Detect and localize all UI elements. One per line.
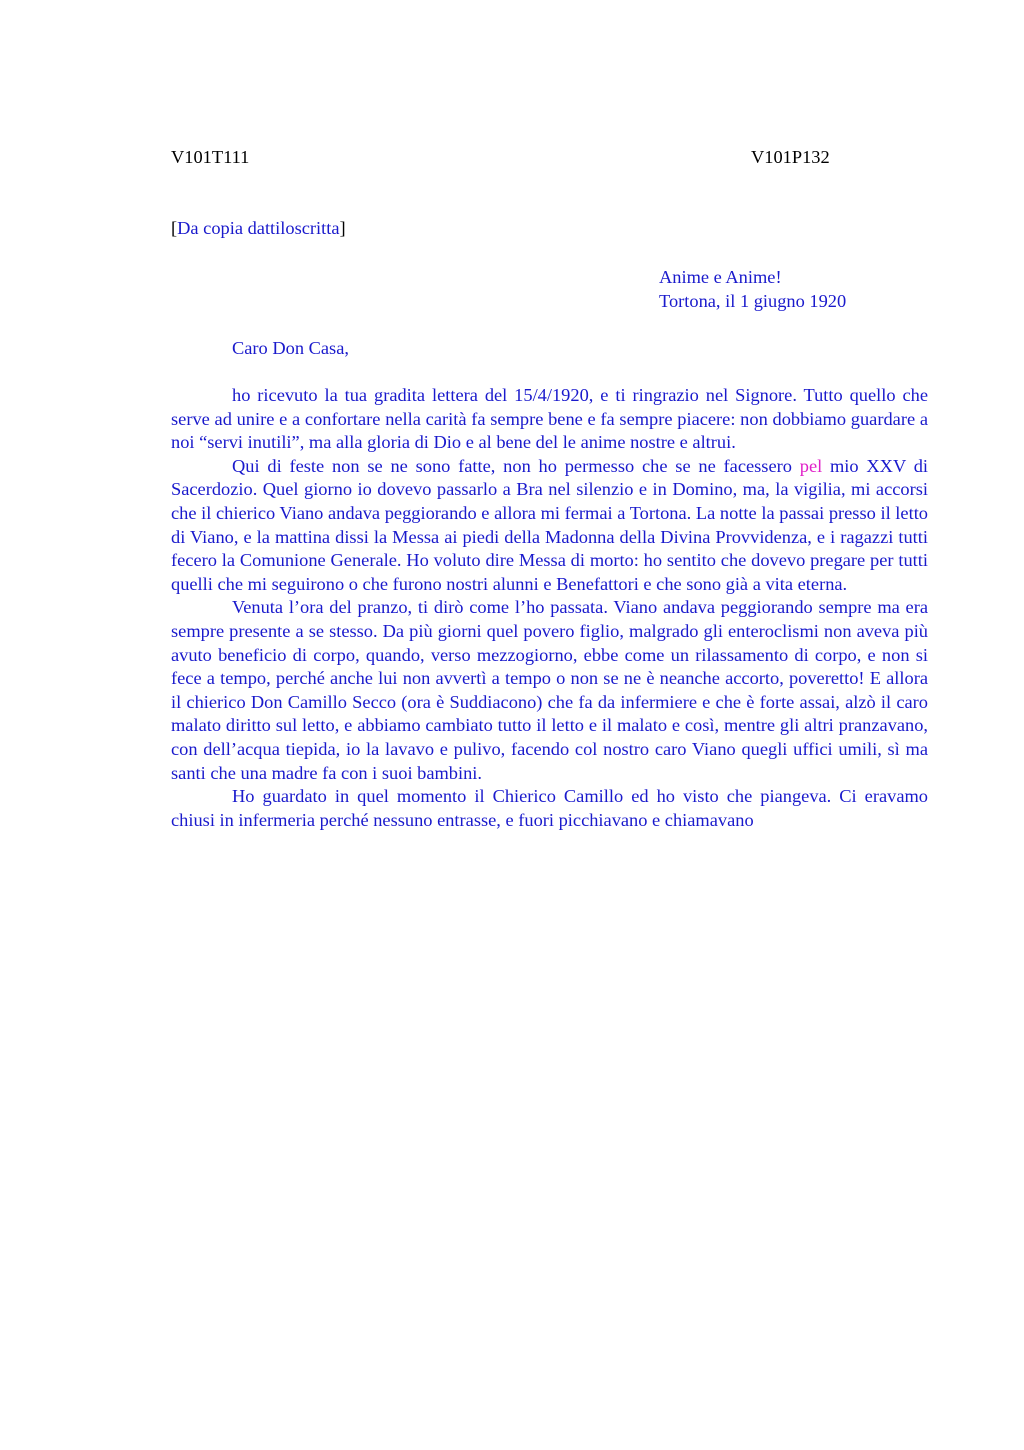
paragraph-1: ho ricevuto la tua gradita lettera del 15/4/1920, e ti ringrazio nel Signore. Tutto quello che serve ad unire e a confortare nella carità fa sempre bene e fa sempre piacere: non dobbiamo guardare a noi “servi inutili”, ma alla gloria di Dio e al bene del le anime nostre e altrui.	[171, 385, 928, 453]
paragraph-3: Venuta l’ora del pranzo, ti dirò come l’ho passata. Viano andava peggiorando sempre ma era sempre presente a se stesso. Da più giorni quel povero figlio, malgrado gli enteroclismi non aveva più avuto beneficio di corpo, quando, verso mezzogiorno, ebbe come un rilassamento di corpo, e non si fece a tempo, perché anche lui non avvertì a tempo o non se ne è neanche accorto, poveretto! E allora il chierico Don Camillo Secco (ora è Suddiacono) che fa da infermiere e che è forte assai, alzò il caro malato diritto sul letto, e abbiamo cambiato tutto il letto e il malato e così, mentre gli altri pranzavano, con dell’acqua tiepida, io la lavavo e pulivo, facendo col nostro caro Viano quegli uffici umili, sì ma santi che una madre fa con i suoi bambini.	[171, 597, 928, 783]
reference-code-left: V101T111	[171, 147, 250, 167]
highlighted-word: pel	[799, 455, 823, 476]
letter-place-date: Tortona, il 1 giugno 1920	[659, 290, 847, 311]
source-note-open-bracket: [	[171, 218, 178, 238]
source-note	[171, 217, 346, 241]
letter-body	[171, 384, 928, 832]
source-note-close-bracket: ]	[339, 218, 346, 238]
paragraph-4: Ho guardato in quel momento il Chierico Camillo ed ho visto che piangeva. Ci eravamo chiusi in infermeria perché nessuno entrasse, e fuori picchiavano e chiamavano	[171, 786, 928, 830]
letter-motto: Anime e Anime!	[659, 267, 782, 287]
paragraph-2-text-end: mio XXV di Sacerdozio. Quel giorno io dovevo passarlo a Bra nel silenzio e in Domino, ma, la vigilia, mi accorsi che il chierico Viano andava peggiorando e allora mi fermai a Tortona. La notte la passai presso il letto di Viano, e la mattina dissi la Messa ai piedi della Madonna della Divina Provvidenza, e i ragazzi tutti fecero la Comunione Generale. Ho voluto dire Messa di morto: ho sentito che dovevo pregare per tutti quelli che mi seguirono o che furono nostri alunni e Benefattori e che sono già a vita eterna.	[171, 455, 929, 594]
paragraph-2	[171, 455, 928, 597]
letter-salutation: Caro Don Casa,	[232, 338, 349, 358]
letter-heading	[659, 266, 959, 313]
paragraph-2-text-start: Qui di feste non se ne sono fatte, non ho permesso che se ne facessero	[232, 455, 800, 476]
source-note-text: Da copia dattiloscritta	[177, 218, 340, 238]
reference-code-right: V101P132	[751, 147, 830, 167]
